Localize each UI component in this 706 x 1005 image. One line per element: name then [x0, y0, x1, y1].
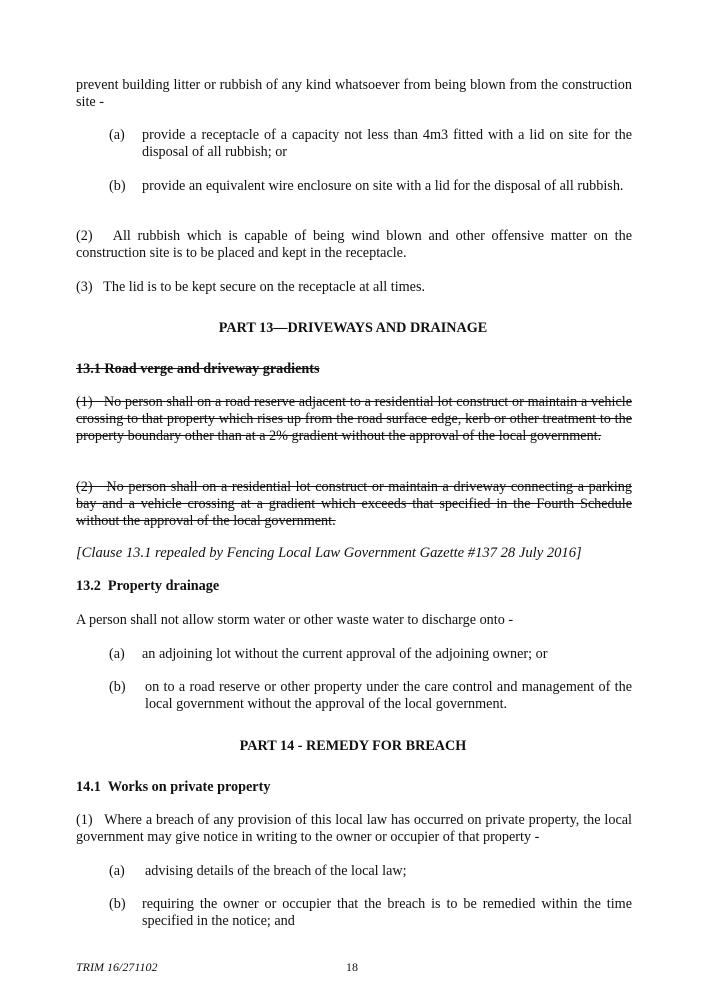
list-item-text: on to a road reserve or other property under the care control and management of the local government without the approval of the local government.	[145, 679, 632, 712]
part-14-heading: PART 14 - REMEDY FOR BREACH	[239, 738, 467, 754]
section-13-1-title: 13.1 Road verge and driveway gradients	[76, 361, 320, 377]
paragraph-2: (2) All rubbish which is capable of being wind blown and other offensive matter on the construction site is to be placed and kept in the receptacle.	[76, 228, 632, 261]
list-item-text: requiring the owner or occupier that the breach is to be remedied within the time specified in the notice; and	[142, 896, 632, 929]
list-item-text: an adjoining lot without the current approval of the adjoining owner; or	[142, 646, 548, 662]
section-13-2-intro: A person shall not allow storm water or other waste water to discharge onto -	[76, 612, 514, 628]
page-number: 18	[346, 960, 358, 974]
list-item-label: (a)	[109, 646, 125, 662]
footer-trim-reference: TRIM 16/271102	[76, 960, 158, 974]
section-13-1-para-2: (2) No person shall on a residential lot construct or maintain a driveway connecting a parking bay and a vehicle crossing at a gradient which exceeds that specified in the Fourth Schedule without the approval of the local government.	[76, 479, 632, 529]
section-14-1-title: 14.1 Works on private property	[76, 779, 271, 795]
part-13-heading: PART 13—DRIVEWAYS AND DRAINAGE	[218, 320, 488, 336]
list-item-label: (a)	[109, 863, 125, 879]
list-item-label: (b)	[109, 679, 126, 695]
paragraph-3: (3) The lid is to be kept secure on the receptacle at all times.	[76, 279, 426, 295]
list-item-label: (b)	[109, 178, 126, 194]
repeal-note: [Clause 13.1 repealed by Fencing Local Law Government Gazette #137 28 July 2016]	[76, 545, 582, 561]
list-item-label: (b)	[109, 896, 126, 912]
section-13-2-title: 13.2 Property drainage	[76, 578, 220, 594]
list-item-text: provide a receptacle of a capacity not less than 4m3 fitted with a lid on site for the disposal of all rubbish; or	[142, 127, 632, 160]
section-14-1-para-1: (1) Where a breach of any provision of this local law has occurred on private property, the local government may give notice in writing to the owner or occupier of that property -	[76, 812, 632, 845]
section-13-1-para-1: (1) No person shall on a road reserve adjacent to a residential lot construct or maintain a vehicle crossing to that property which rises up from the road surface edge, kerb or other treatment to the property boundary other than at a 2% gradient without the approval of the local government.	[76, 394, 632, 444]
list-item-text: provide an equivalent wire enclosure on site with a lid for the disposal of all rubbish.	[142, 178, 624, 194]
intro-paragraph: prevent building litter or rubbish of any kind whatsoever from being blown from the construction site -	[76, 77, 632, 110]
list-item-label: (a)	[109, 127, 125, 143]
list-item-text: advising details of the breach of the local law;	[145, 863, 407, 879]
